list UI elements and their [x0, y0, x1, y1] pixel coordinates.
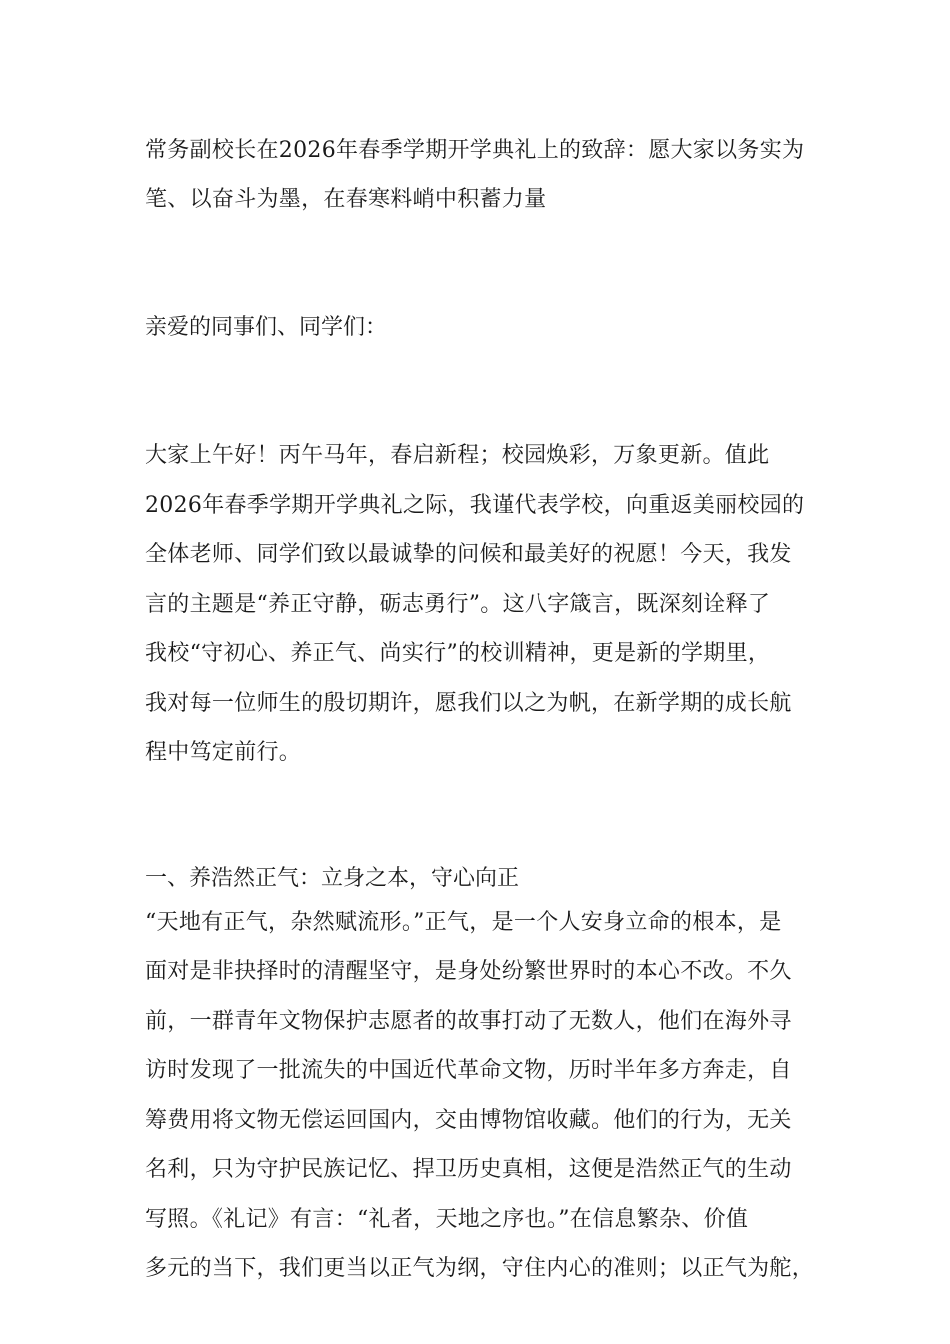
paragraph-line: 言的主题是“养正守静，砺志勇行”。这八字箴言，既深刻诠释了 — [145, 591, 771, 617]
paragraph-line: 程中笃定前行。 — [145, 740, 302, 765]
paragraph-line: 前，一群青年文物保护志愿者的故事打动了无数人，他们在海外寻 — [145, 1008, 792, 1034]
title-line: 笔、以奋斗为墨，在春寒料峭中积蓄力量 — [145, 187, 547, 212]
paragraph-line: 我校“守初心、养正气、尚实行”的校训精神，更是新的学期里， — [145, 641, 771, 666]
document-title — [145, 126, 820, 224]
paragraph-line: 名利，只为守护民族记忆、捍卫历史真相，这便是浩然正气的生动 — [145, 1157, 792, 1182]
section-1 — [145, 860, 820, 1294]
paragraph-line: 访时发现了一批流失的中国近代革命文物，历时半年多方奔走，自 — [145, 1058, 792, 1083]
intro-paragraph — [145, 431, 820, 778]
title-line: 常务副校长在2026年春季学期开学典礼上的致辞：愿大家以务实为 — [145, 138, 805, 163]
paragraph-line: “天地有正气，杂然赋流形。”正气，是一个人安身立命的根本，是 — [145, 909, 782, 935]
paragraph-line: 我对每一位师生的殷切期许，愿我们以之为帆，在新学期的成长航 — [145, 690, 792, 716]
paragraph-line: 多元的当下，我们更当以正气为纲，守住内心的准则；以正气为舵， — [145, 1256, 815, 1281]
paragraph-line: 面对是非抉择时的清醒坚守，是身处纷繁世界时的本心不改。不久 — [145, 959, 792, 984]
section-heading: 一、养浩然正气：立身之本，守心向正 — [145, 865, 520, 891]
paragraph-line: 全体老师、同学们致以最诚挚的问候和最美好的祝愿！今天，我发 — [145, 542, 792, 567]
salutation: 亲爱的同事们、同学们： — [145, 315, 388, 340]
paragraph-line: 写照。《礼记》有言：“礼者，天地之序也。”在信息繁杂、价值 — [145, 1206, 749, 1232]
document-page — [145, 126, 820, 1294]
paragraph-line: 2026年春季学期开学典礼之际，我谨代表学校，向重返美丽校园的 — [145, 492, 805, 518]
paragraph-line: 大家上午好！丙午马年，春启新程；校园焕彩，万象更新。值此 — [145, 443, 770, 468]
paragraph-line: 筹费用将文物无偿运回国内，交由博物馆收藏。他们的行为，无关 — [145, 1107, 792, 1133]
